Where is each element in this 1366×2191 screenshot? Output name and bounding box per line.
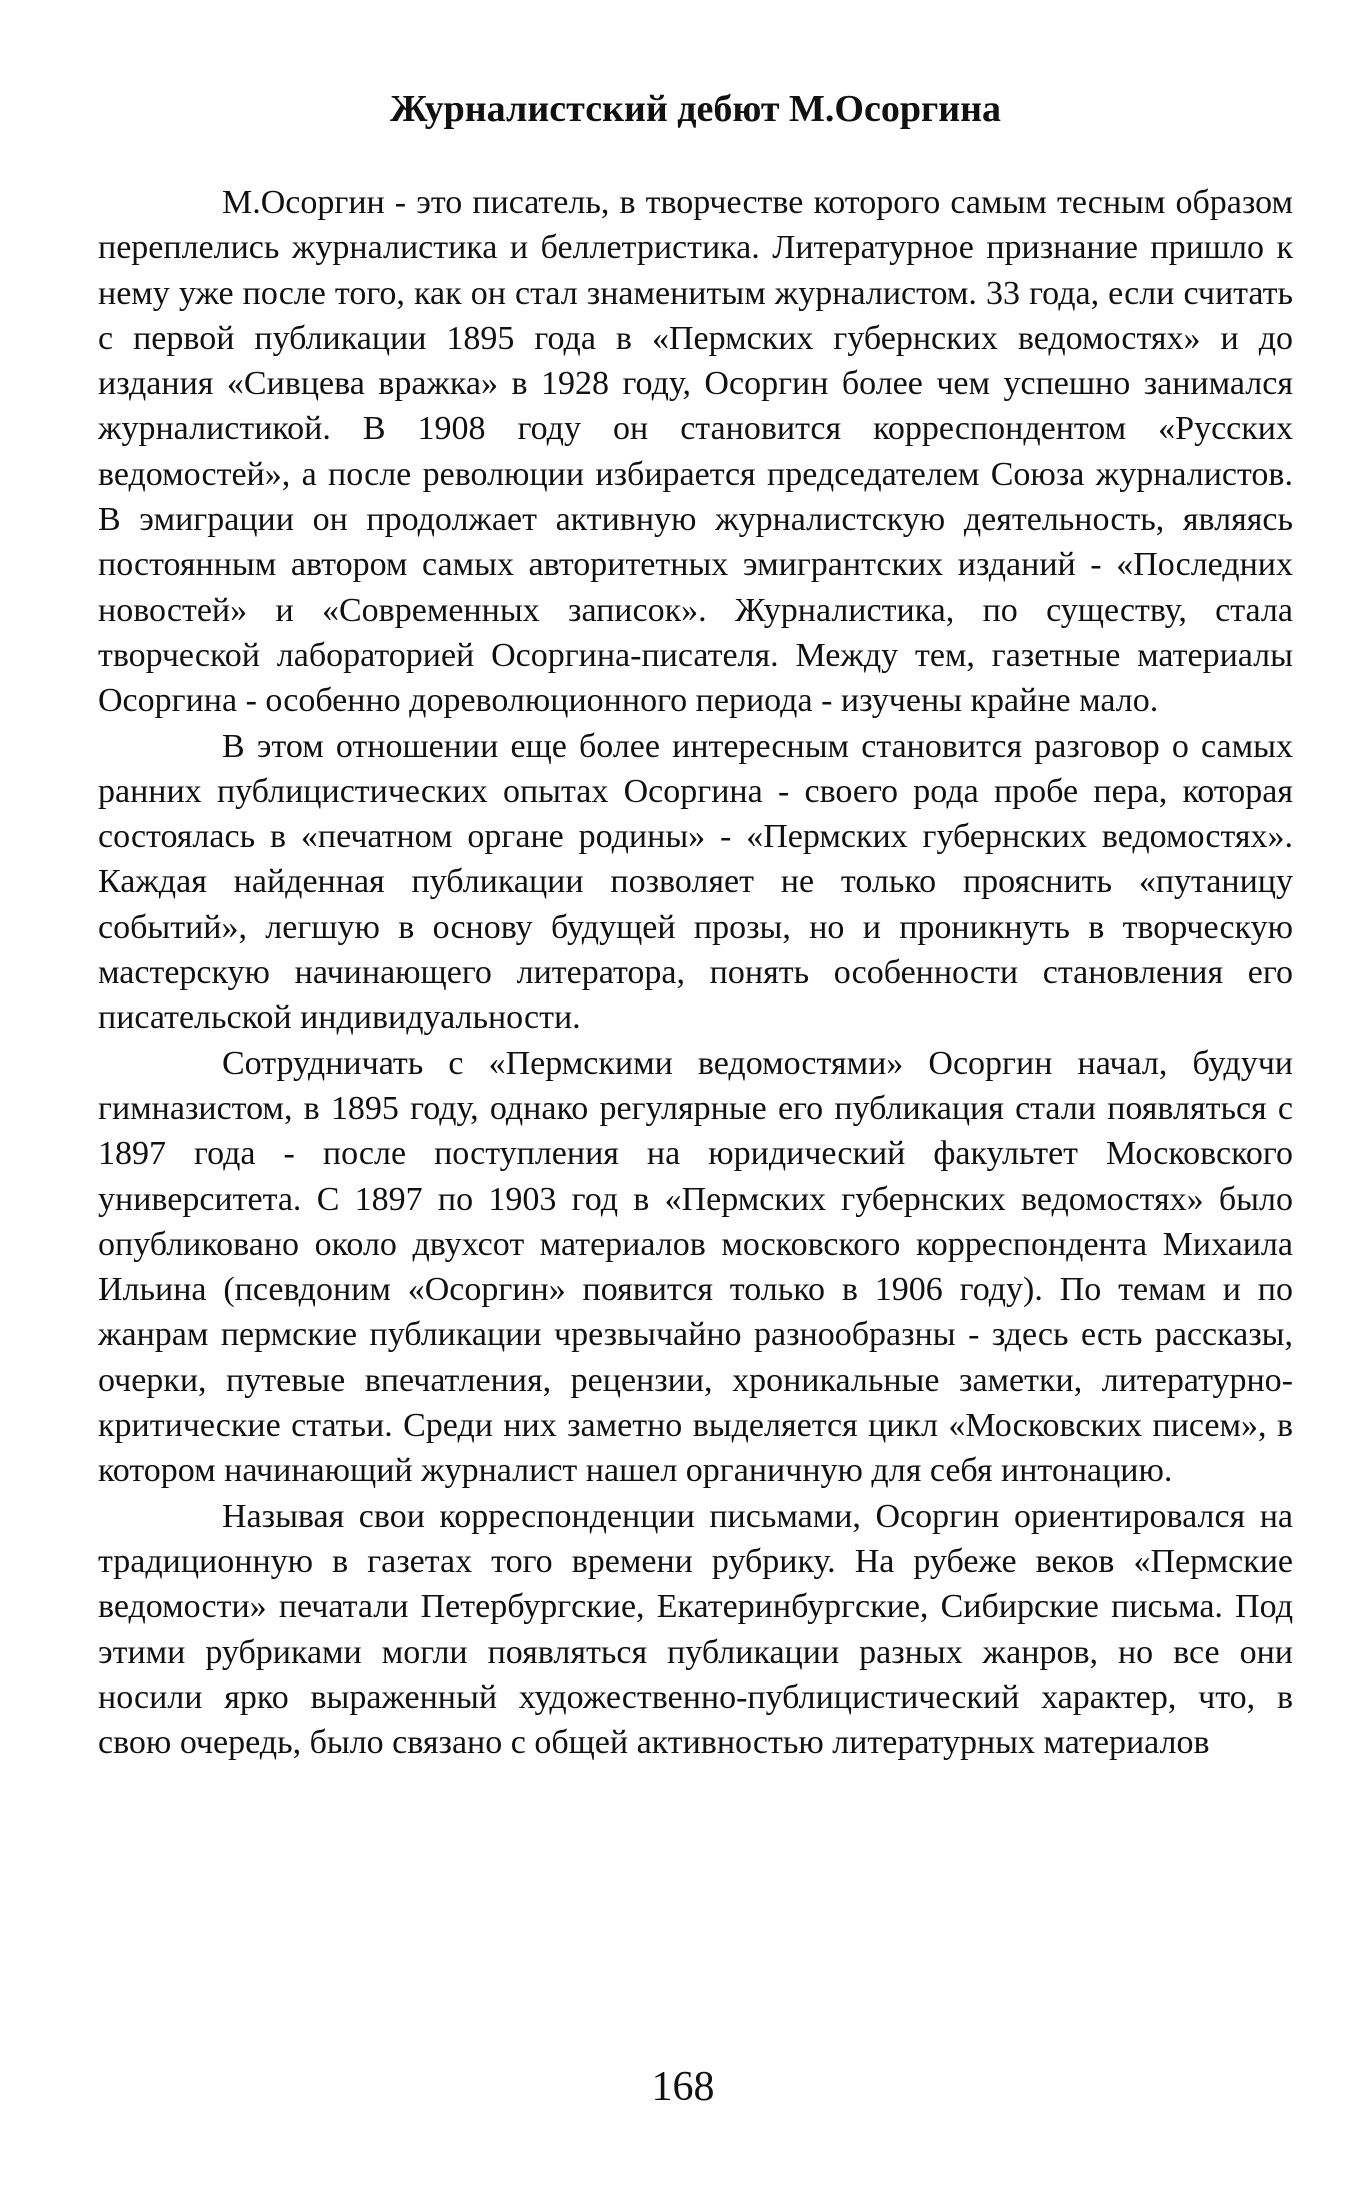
document-page [98, 86, 1293, 1765]
page-number: 168 [651, 2064, 715, 2110]
paragraph-3: Сотрудничать с «Пермскими ведомостями» Осоргин начал, будучи гимназистом, в 1895 году, однако регулярные его публикация стали появляться с 1897 года - после поступления на юридический факультет Московского университета. С 1897 по 1903 год в «Пермских губернских ведомостях» было опубликовано около двухсот материалов московского корреспондента Михаила Ильина (псевдоним «Осоргин» появится только в 1906 году). По темам и по жанрам пермские публикации чрезвычайно разнообразны - здесь есть рассказы, очерки, путевые впечатления, рецензии, хроникальные заметки, литературно-критические статьи. Среди них заметно выделяется цикл «Московских писем», в котором начинающий журналист нашел органичную для себя интонацию. [98, 1044, 1293, 1490]
paragraph-2: В этом отношении еще более интересным становится разговор о самых ранних публицистических опытах Осоргина - своего рода пробе пера, которая состоялась в «печатном органе родины» - «Пермских губернских ведомостях». Каждая найденная публикации позволяет не только прояснить «путаницу событий», легшую в основу будущей прозы, но и проникнуть в творческую мастерскую начинающего литератора, понять особенности становления его писательской индивидуальности. [98, 727, 1293, 1037]
paragraph-1: М.Осоргин - это писатель, в творчестве которого самым тесным образом переплелись журналистика и беллетристика. Литературное признание пришло к нему уже после того, как он стал знаменитым журналистом. 33 года, если считать с первой публикации 1895 года в «Пермских губернских ведомостях» и до издания «Сивцева вражка» в 1928 году, Осоргин более чем успешно занимался журналистикой. В 1908 году он становится корреспондентом «Русских ведомостей», а после революции избирается председателем Союза журналистов. В эмиграции он продолжает активную журналистскую деятельность, являясь постоянным автором самых авторитетных эмигрантских изданий - «Последних новостей» и «Современных записок». Журналистика, по существу, стала творческой лабораторией Осоргина-писателя. Между тем, газетные материалы Осоргина - особенно дореволюционного периода - изучены крайне мало. [98, 184, 1293, 720]
paragraph-4: Называя свои корреспонденции письмами, Осоргин ориентировался на традиционную в газетах того времени рубрику. На рубеже веков «Пермские ведомости» печатали Петербургские, Екатеринбургские, Сибирские письма. Под этими рубриками могли появляться публикации разных жанров, но все они носили ярко выраженный художественно-публицистический характер, что, в свою очередь, было связано с общей активностью литературных материалов [98, 1497, 1293, 1762]
article-title: Журналистский дебют М.Осоргина [389, 88, 1002, 130]
